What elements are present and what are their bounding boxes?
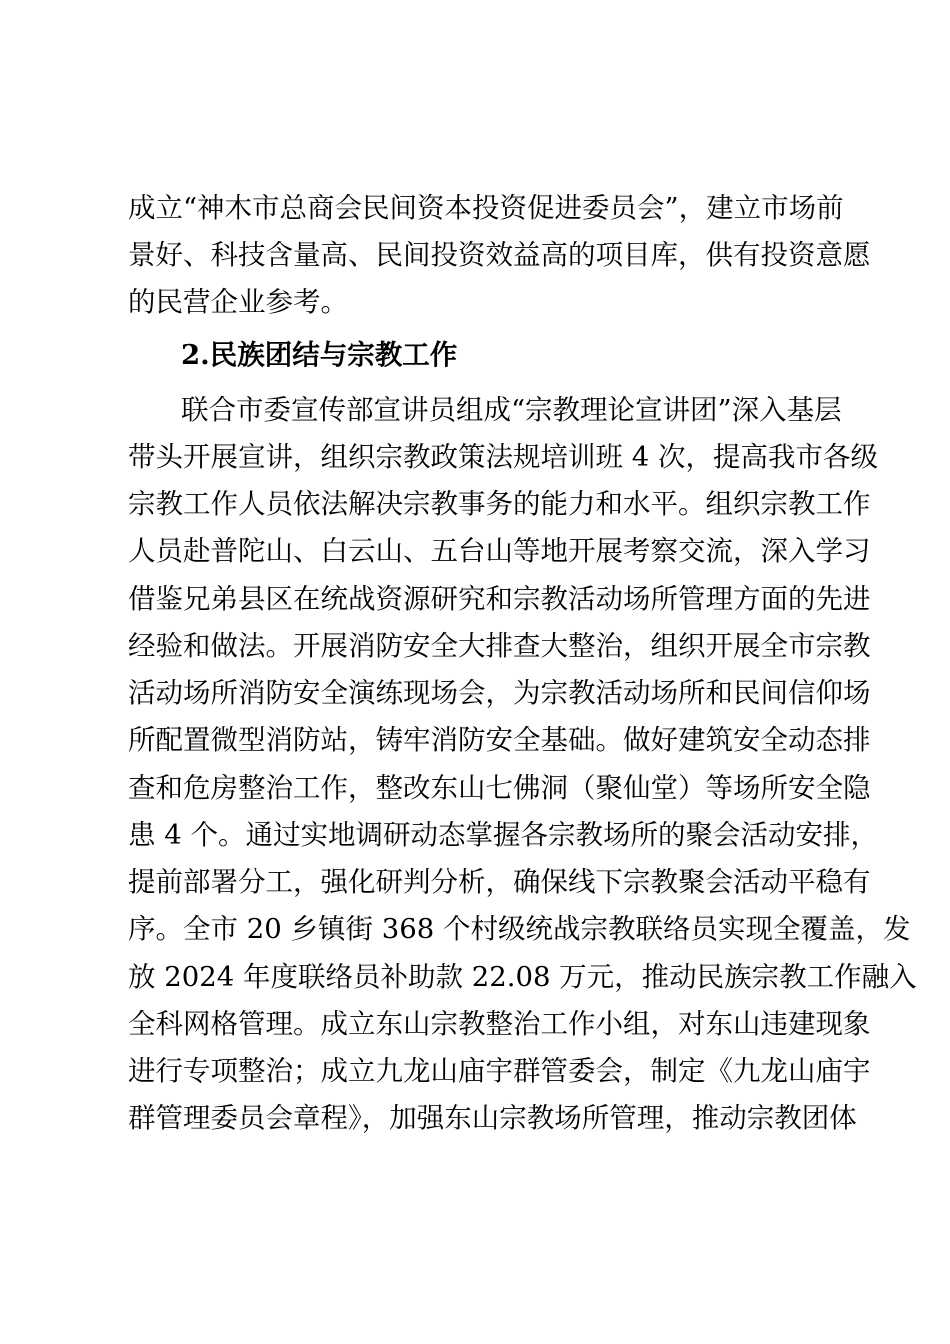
paragraph-1-line-3: 的民营企业参考。 bbox=[128, 286, 348, 318]
paragraph-2-line-12: 序。全市 20 乡镇街 368 个村级统战宗教联络员实现全覆盖，发 bbox=[128, 913, 911, 945]
paragraph-2-line-16: 群管理委员会章程》，加强东山宗教场所管理，推动宗教团体 bbox=[128, 1102, 857, 1134]
paragraph-2-line-11: 提前部署分工，强化研判分析，确保线下宗教聚会活动平稳有 bbox=[128, 866, 871, 898]
paragraph-2-line-9: 查和危房整治工作，整改东山七佛洞（聚仙堂）等场所安全隐 bbox=[128, 772, 871, 804]
paragraph-1-line-2: 景好、科技含量高、民间投资效益高的项目库，供有投资意愿 bbox=[128, 239, 871, 271]
paragraph-2-line-15: 进行专项整治；成立九龙山庙宇群管委会，制定《九龙山庙宇 bbox=[128, 1055, 871, 1087]
paragraph-2-line-3: 宗教工作人员依法解决宗教事务的能力和水平。组织宗教工作 bbox=[128, 488, 871, 520]
paragraph-2-line-2: 带头开展宣讲，组织宗教政策法规培训班 4 次，提高我市各级 bbox=[128, 441, 878, 473]
paragraph-2-line-6: 经验和做法。开展消防安全大排查大整治，组织开展全市宗教 bbox=[128, 630, 871, 662]
paragraph-2-line-13: 放 2024 年度联络员补助款 22.08 万元，推动民族宗教工作融入 bbox=[128, 961, 917, 993]
paragraph-2-line-7: 活动场所消防安全演练现场会，为宗教活动场所和民间信仰场 bbox=[128, 677, 871, 709]
paragraph-2-line-4: 人员赴普陀山、白云山、五台山等地开展考察交流，深入学习 bbox=[128, 535, 871, 567]
paragraph-2-line-10: 患 4 个。通过实地调研动态掌握各宗教场所的聚会活动安排， bbox=[128, 819, 878, 851]
paragraph-2-line-1: 联合市委宣传部宣讲员组成“宗教理论宣讲团”深入基层 bbox=[181, 394, 842, 426]
paragraph-2-line-5: 借鉴兄弟县区在统战资源研究和宗教活动场所管理方面的先进 bbox=[128, 583, 871, 615]
paragraph-1-line-1: 成立“神木市总商会民间资本投资促进委员会”，建立市场前 bbox=[128, 192, 844, 224]
paragraph-2-line-8: 所配置微型消防站，铸牢消防安全基础。做好建筑安全动态排 bbox=[128, 724, 871, 756]
paragraph-2-line-14: 全科网格管理。成立东山宗教整治工作小组，对东山违建现象 bbox=[128, 1008, 871, 1040]
section-heading: 2.民族团结与宗教工作 bbox=[181, 339, 458, 371]
